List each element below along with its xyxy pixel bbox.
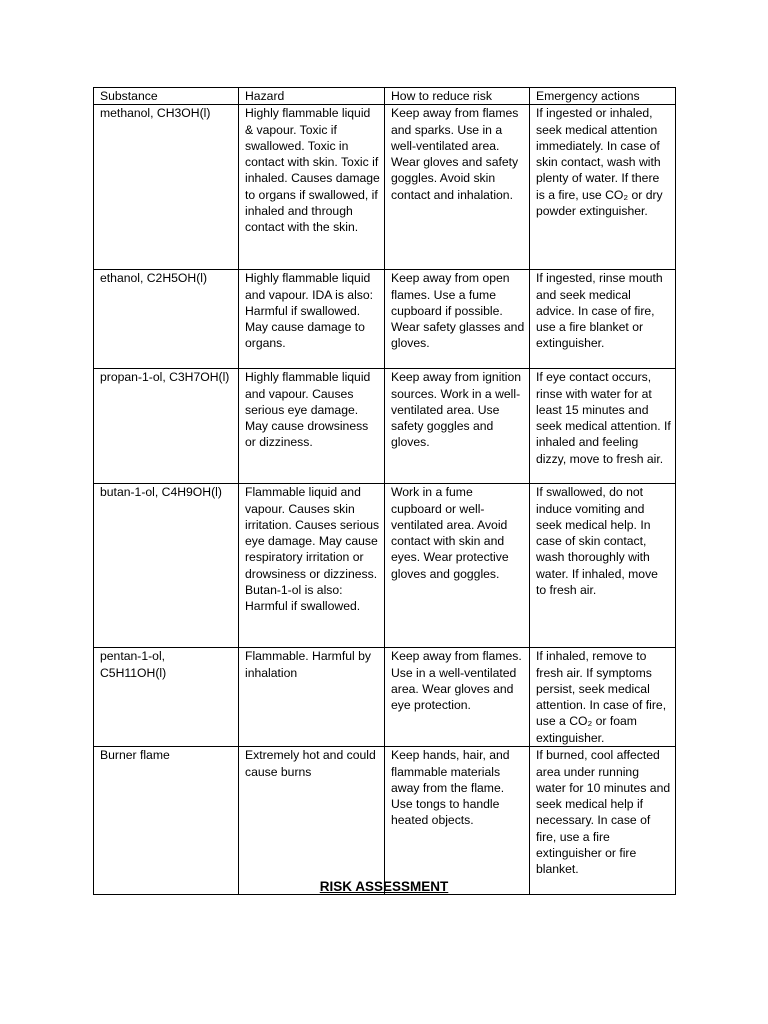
cell-reduce-risk: Keep away from open flames. Use a fume cupboard if possible. Wear safety glasses and gloves.: [385, 270, 530, 369]
cell-substance: butan-1-ol, C4H9OH(l): [94, 484, 239, 648]
cell-substance: propan-1-ol, C3H7OH(l): [94, 369, 239, 484]
cell-emergency-actions: If inhaled, remove to fresh air. If symptoms persist, seek medical attention. In case of fire, use a CO₂ or foam extinguisher.: [530, 648, 676, 747]
cell-substance: methanol, CH3OH(l): [94, 105, 239, 270]
cell-substance: pentan-1-ol, C5H11OH(l): [94, 648, 239, 747]
cell-emergency-actions: If eye contact occurs, rinse with water for at least 15 minutes and seek medical attention. If inhaled and feeling dizzy, move to fresh air.: [530, 369, 676, 484]
cell-emergency-actions: If burned, cool affected area under running water for 10 minutes and seek medical help if necessary. In case of fire, use a fire extinguisher or fire blanket.: [530, 747, 676, 895]
header-how-to-reduce-risk: How to reduce risk: [385, 88, 530, 105]
cell-substance: ethanol, C2H5OH(l): [94, 270, 239, 369]
cell-hazard: Highly flammable liquid and vapour. IDA is also: Harmful if swallowed. May cause damage to organs.: [239, 270, 385, 369]
cell-hazard: Flammable. Harmful by inhalation: [239, 648, 385, 747]
cell-hazard: Flammable liquid and vapour. Causes skin irritation. Causes serious eye damage. May cause respiratory irritation or drowsiness or dizziness. Butan-1-ol is also: Harmful if swallowed.: [239, 484, 385, 648]
cell-reduce-risk: Keep away from flames and sparks. Use in a well-ventilated area. Wear gloves and safety goggles. Avoid skin contact and inhalation.: [385, 105, 530, 270]
table-row-burner-flame: [94, 747, 676, 895]
header-emergency-actions: Emergency actions: [530, 88, 676, 105]
cell-reduce-risk: Keep hands, hair, and flammable materials away from the flame. Use tongs to handle heated objects.: [385, 747, 530, 895]
header-hazard: Hazard: [239, 88, 385, 105]
cell-emergency-actions: If ingested, rinse mouth and seek medical advice. In case of fire, use a fire blanket or extinguisher.: [530, 270, 676, 369]
cell-hazard: Extremely hot and could cause burns: [239, 747, 385, 895]
cell-emergency-actions: If swallowed, do not induce vomiting and seek medical help. In case of skin contact, wash thoroughly with water. If inhaled, move to fresh air.: [530, 484, 676, 648]
header-substance: Substance: [94, 88, 239, 105]
table-row-butan-1-ol: [94, 484, 676, 648]
table-header-row: [94, 88, 676, 105]
table-row-ethanol: [94, 270, 676, 369]
cell-reduce-risk: Keep away from ignition sources. Work in a well-ventilated area. Use safety goggles and gloves.: [385, 369, 530, 484]
table-row-propan-1-ol: [94, 369, 676, 484]
table-row-pentan-1-ol: [94, 648, 676, 747]
table-row-methanol: [94, 105, 676, 270]
document-caption: RISK ASSESSMENT: [319, 879, 449, 894]
cell-reduce-risk: Keep away from flames. Use in a well-ventilated area. Wear gloves and eye protection.: [385, 648, 530, 747]
cell-reduce-risk: Work in a fume cupboard or well-ventilated area. Avoid contact with skin and eyes. Wear protective gloves and goggles.: [385, 484, 530, 648]
cell-hazard: Highly flammable liquid & vapour. Toxic if swallowed. Toxic in contact with skin. Toxic if inhaled. Causes damage to organs if swallowed, if inhaled and through contact with the skin.: [239, 105, 385, 270]
cell-substance: Burner flame: [94, 747, 239, 895]
cell-hazard: Highly flammable liquid and vapour. Causes serious eye damage. May cause drowsiness or dizziness.: [239, 369, 385, 484]
cell-emergency-actions: If ingested or inhaled, seek medical attention immediately. In case of skin contact, wash with plenty of water. If there is a fire, use CO₂ or dry powder extinguisher.: [530, 105, 676, 270]
risk-assessment-table: [93, 87, 676, 895]
